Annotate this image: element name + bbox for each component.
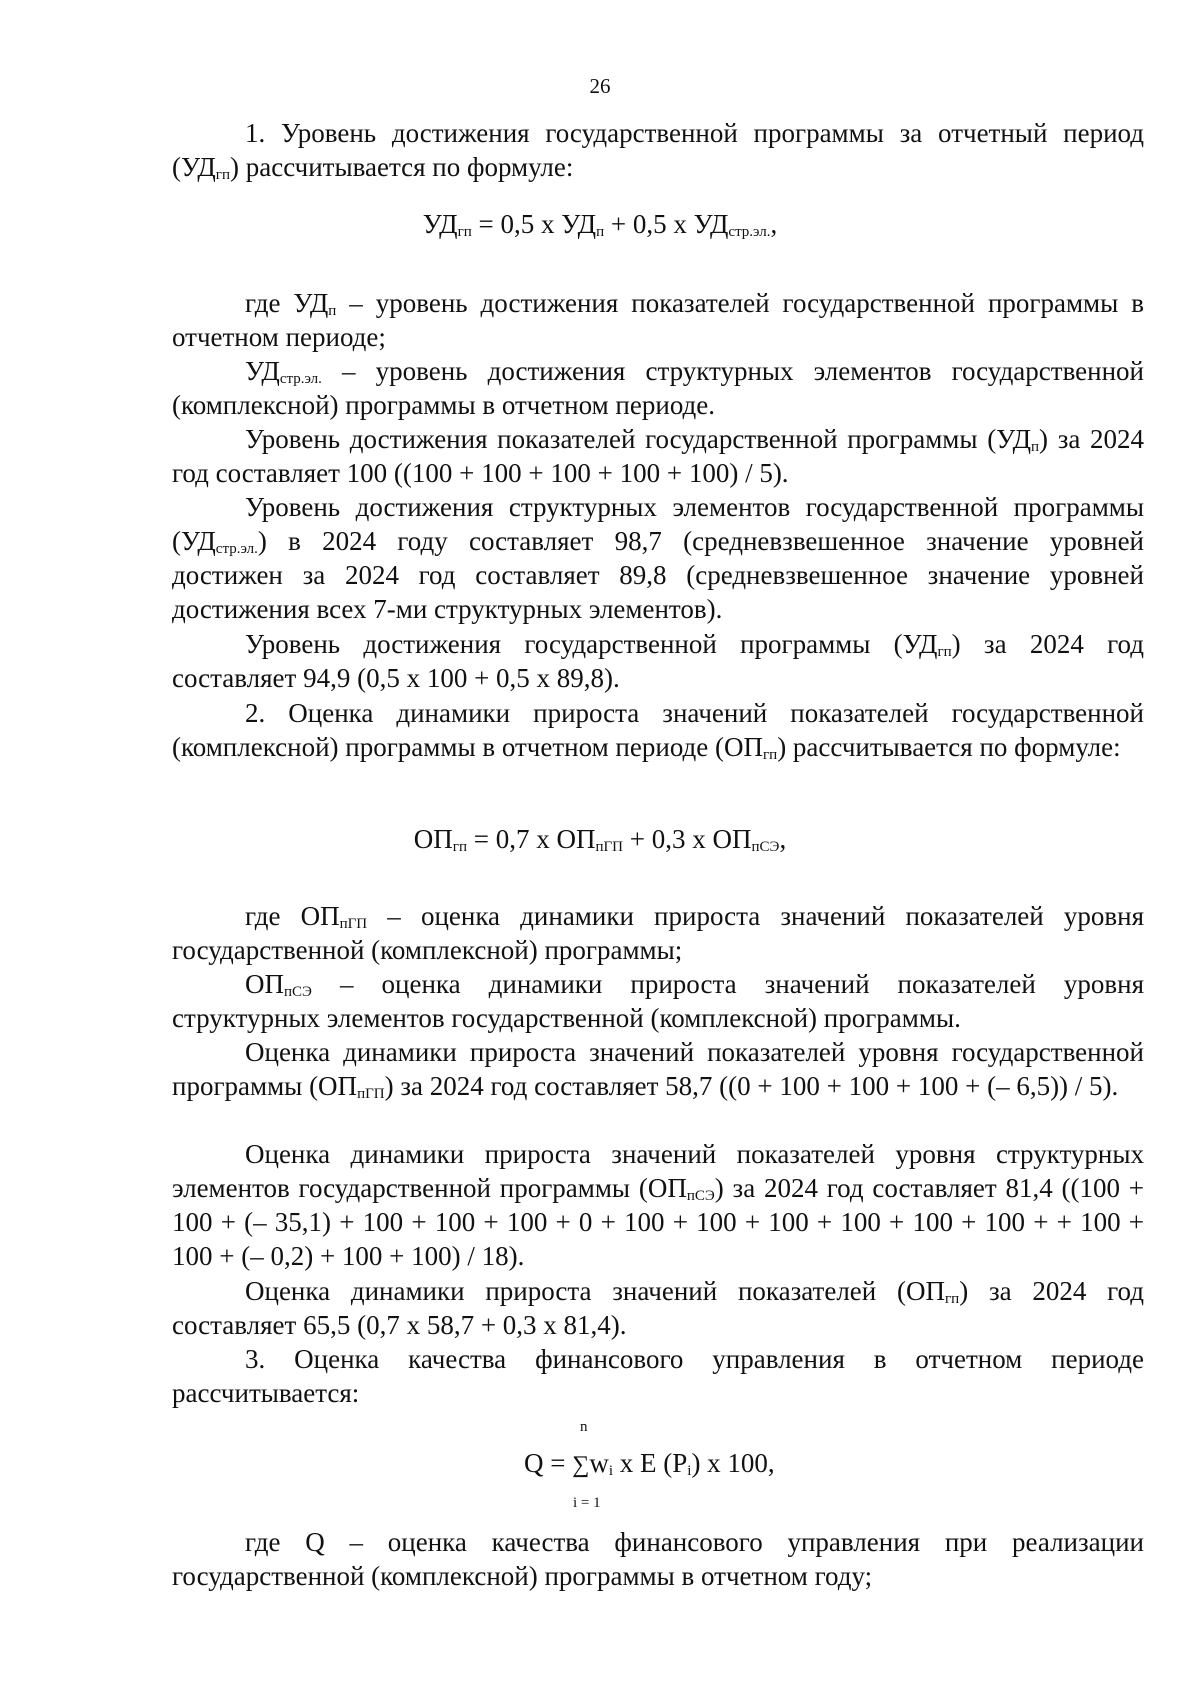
paragraph-1: 1. Уровень достижения государственной программы за отчетный период $(УД_{гп})$ рассчитывается по формуле: xyxy=(172,118,1144,183)
paragraph-5: Уровень достижения структурных элементов государственной программы $(УД_{стр.эл.})$ в 2024 году составляет 98,7 (средневзвешенное значение уровней достижен за 2024 год составляет 89,8 (средневзвешенное значение уровней достижения всех 7-ми структурных элементов). xyxy=(172,492,1144,624)
page-number: 26 xyxy=(589,74,611,98)
sum-lower-limit: i = 1 xyxy=(573,1495,601,1511)
paragraph-4: Уровень достижения показателей государственной программы $(УД_п)$ за 2024 год составляет 100 ((100 + 100 + 100 + 100 + 100) / 5). xyxy=(172,424,1145,488)
paragraph-3: $УД_{стр.эл.}$ – уровень достижения структурных элементов государственной (комплексной) программы в отчетном периоде. xyxy=(172,356,1144,420)
paragraph-12: Оценка динамики прироста значений показателей $(ОП_{гп})$ за 2024 год составляет 65,5 (0,7 х 58,7 + 0,3 х 81,4). xyxy=(172,1276,1144,1340)
paragraph-8: где $ОП_{пГП}$ – оценка динамики прироста значений показателей уровня государственной (комплексной) программы; xyxy=(172,901,1145,965)
formula-op-gp: $ОП_{гп} = 0,7$ х $ОП_{пГП} + 0,3$ х $ОП_{пСЭ}$, xyxy=(413,824,787,855)
sum-upper-limit: n xyxy=(580,1419,588,1435)
paragraph-2: где $УД_п$ – уровень достижения показателей государственной программы в отчетном периоде; xyxy=(172,288,1145,352)
paragraph-9: $ОП_{пСЭ}$ – оценка динамики прироста значений показателей уровня структурных элементов государственной (комплексной) программы. xyxy=(172,969,1144,1033)
formula-q-body: $Q = \sum w_i$ х E $(P_i)$ х 100, xyxy=(524,1448,775,1479)
paragraph-13: 3. Оценка качества финансового управления в отчетном периоде рассчитывается: xyxy=(172,1344,1144,1408)
paragraph-11: Оценка динамики прироста значений показателей уровня структурных элементов государственной программы $(ОП_{пСЭ})$ за 2024 год составляет 81,4 ((100 + 100 + (– 35,1) + 100 + 100 + 100 + 0 + 100 + 100 + 100 + 100 + 100 + 100 + + 100 + 100 + (– 0,2) + 100 + 100) / 18). xyxy=(172,1139,1144,1271)
paragraph-7: 2. Оценка динамики прироста значений показателей государственной (комплексной) программы в отчетном периоде $(ОП_{гп})$ рассчитывается по формуле: xyxy=(172,698,1144,763)
summation-sign: ∑ xyxy=(572,1452,590,1478)
formula-ud-gp: $УД_{гп} = 0,5$ х $УД_п + 0,5$ х $УД_{стр.эл.}$, xyxy=(422,209,778,240)
paragraph-6: Уровень достижения государственной программы $(УД_{гп})$ за 2024 год составляет 94,9 (0,5 х 100 + 0,5 х 89,8). xyxy=(172,629,1144,693)
paragraph-10: Оценка динамики прироста значений показателей уровня государственной программы $(ОП_{пГП})$ за 2024 год составляет 58,7 ((0 + 100 + 100 + 100 + (– 6,5)) / 5). xyxy=(172,1037,1144,1102)
paragraph-14: где Q – оценка качества финансового управления при реализации государственной (комплексной) программы в отчетном году; xyxy=(172,1527,1144,1591)
